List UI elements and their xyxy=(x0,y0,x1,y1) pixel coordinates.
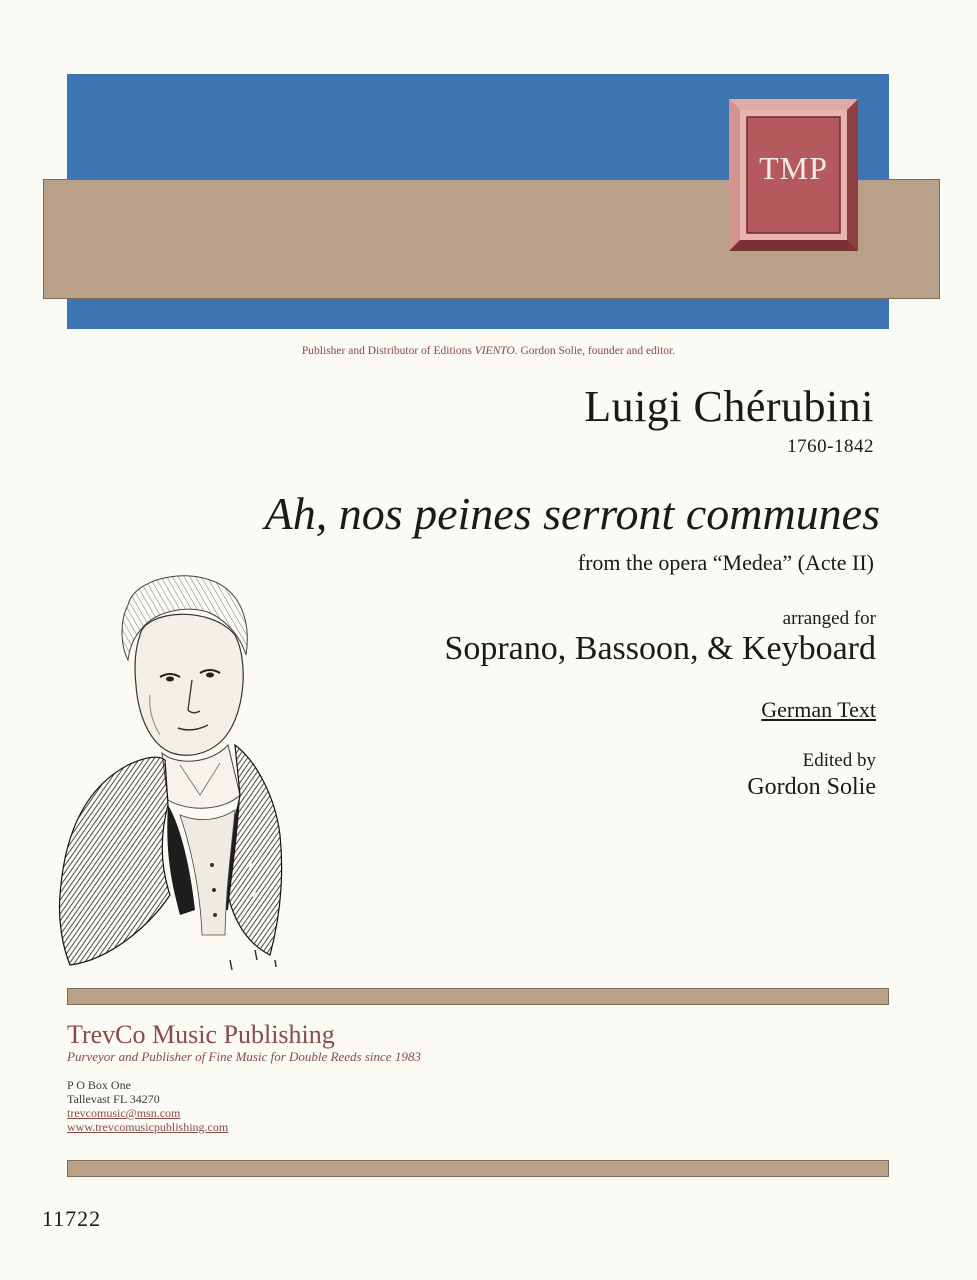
catalog-number: 11722 xyxy=(42,1206,102,1231)
publisher-website-link[interactable]: www.trevcomusicpublishing.com xyxy=(67,1120,229,1134)
arranged-for-label: arranged for xyxy=(782,608,876,629)
publisher-slogan: Purveyor and Publisher of Fine Music for Double Reeds since 1983 xyxy=(67,1049,421,1064)
composer-dates: 1760-1842 xyxy=(787,436,874,457)
publisher-name: TrevCo Music Publishing xyxy=(67,1020,335,1049)
edited-by-label: Edited by xyxy=(802,750,876,771)
work-source: from the opera “Medea” (Acte II) xyxy=(577,550,874,575)
tagline-edition-name: VIENTO. xyxy=(474,345,518,357)
publisher-email-link[interactable]: trevcomusic@msn.com xyxy=(67,1106,181,1120)
composer-name: Luigi Chérubini xyxy=(584,382,874,431)
instrumentation: Soprano, Bassoon, & Keyboard xyxy=(444,630,876,667)
tagline-prefix: Publisher and Distributor of Editions xyxy=(301,345,475,357)
address-city: Tallevast FL 34270 xyxy=(67,1092,160,1106)
composer-portrait xyxy=(50,565,290,980)
divider-rule-bottom xyxy=(67,1160,889,1177)
work-title: Ah, nos peines serront communes xyxy=(264,488,880,539)
tagline-suffix: Gordon Solie, founder and editor. xyxy=(517,345,676,357)
logo-text: TMP xyxy=(759,150,828,186)
address-po-box: P O Box One xyxy=(67,1078,131,1092)
editor-name: Gordon Solie xyxy=(747,774,876,800)
divider-rule-top xyxy=(67,988,889,1005)
language-note: German Text xyxy=(761,697,876,722)
publisher-tagline xyxy=(0,345,977,357)
